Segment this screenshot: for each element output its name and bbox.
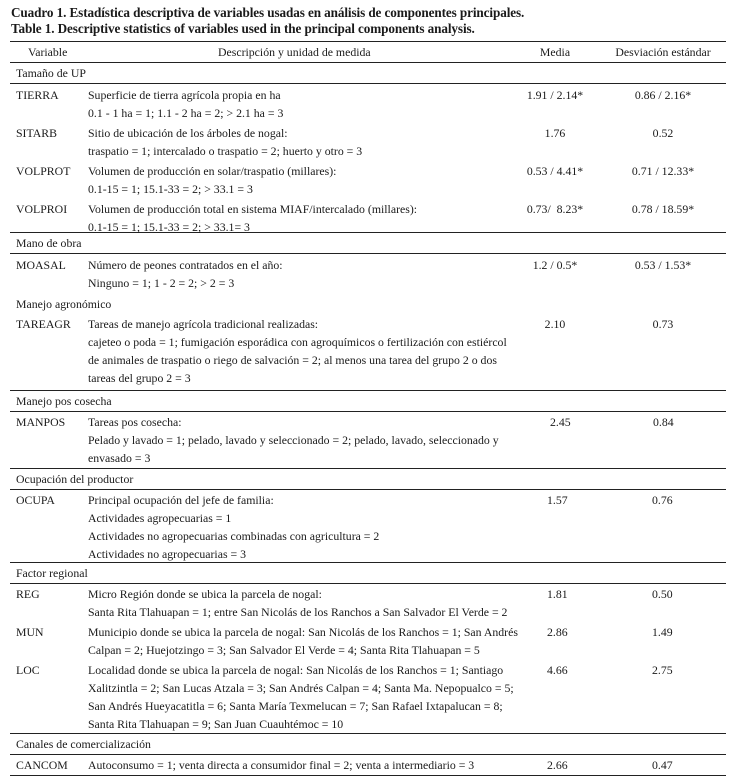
section-header <box>10 469 726 489</box>
variable-description <box>88 756 528 774</box>
table-row <box>10 661 726 733</box>
section-title: Manejo pos cosecha <box>16 394 112 408</box>
description-line: 0.1-15 = 1; 15.1-33 = 2; > 33.1= 3 <box>88 220 250 234</box>
table-row <box>10 315 726 390</box>
caption-english: Table 1. Descriptive statistics of variables used in the principal components analysis. <box>11 21 475 36</box>
variable-description <box>88 413 528 467</box>
description-line: Sitio de ubicación de los árboles de nogal: <box>88 126 288 140</box>
description-line: Municipio donde se ubica la parcela de nogal: San Nicolás de los Ranchos = 1; San Andrés <box>88 625 518 639</box>
description-line: 0.1-15 = 1; 15.1-33 = 2; > 33.1 = 3 <box>88 182 253 196</box>
description-line: Principal ocupación del jefe de familia: <box>88 493 274 507</box>
section-header <box>10 563 726 583</box>
rule <box>10 489 726 490</box>
section-header <box>10 294 726 313</box>
table-row <box>10 623 726 661</box>
table-row <box>10 585 726 623</box>
desviacion-value: 0.76 <box>652 493 673 507</box>
description-line: Tareas pos cosecha: <box>88 415 182 429</box>
media-value: 0.53 / 4.41* <box>526 164 584 178</box>
section-header <box>10 63 726 83</box>
table-row <box>10 413 726 468</box>
header-desviacion: Desviación estándar <box>615 45 711 59</box>
description-line: Actividades agropecuarias = 1 <box>88 511 232 525</box>
header-row <box>10 42 726 62</box>
variable-code: MUN <box>16 625 44 639</box>
media-value: 2.45 <box>550 415 571 429</box>
desviacion-value: 0.52 <box>652 126 674 140</box>
description-line: Volumen de producción en solar/traspatio (millares): <box>88 164 337 178</box>
table-row <box>10 256 726 294</box>
section-title: Tamaño de UP <box>16 66 86 80</box>
desviacion-value: 0.50 <box>652 587 673 601</box>
table-row <box>10 756 726 775</box>
variable-code: TAREAGR <box>16 317 71 331</box>
media-value: 2.86 <box>547 625 568 639</box>
media-value: 2.10 <box>544 317 566 331</box>
table-caption <box>11 5 524 37</box>
description-line: Xalitzintla = 2; San Lucas Atzala = 3; San Andrés Calpan = 4; Santa Ma. Nepopualco = 5; <box>88 681 514 695</box>
description-line: de animales de traspatio o riego de salvación = 2; al menos una tarea del grupo 2 o dos <box>88 353 497 367</box>
desviacion-value: 0.86 / 2.16* <box>634 88 692 102</box>
desviacion-value: 0.73 <box>652 317 674 331</box>
header-variable: Variable <box>28 45 68 59</box>
description-line: Santa Rita Tlahuapan = 9; San Juan Cuauhtémoc = 10 <box>88 717 344 731</box>
description-line: Calpan = 2; Huejotzingo = 3; San Salvador El Verde = 4; Santa Rita Tlahuapan = 5 <box>88 643 480 657</box>
media-value: 0.73/ 8.23* <box>526 202 584 216</box>
description-line: Pelado y lavado = 1; pelado, lavado y seleccionado = 2; pelado, lavado, seleccionado y <box>88 433 499 447</box>
variable-description <box>88 86 528 122</box>
variable-code: SITARB <box>16 126 58 140</box>
media-value: 4.66 <box>547 663 568 677</box>
variable-code: VOLPROI <box>16 202 68 216</box>
variable-code: OCUPA <box>16 493 55 507</box>
header-media: Media <box>539 45 571 59</box>
desviacion-value: 0.47 <box>652 758 673 772</box>
media-value: 2.66 <box>547 758 568 772</box>
description-line: Volumen de producción total en sistema MIAF/intercalado (millares): <box>88 202 418 216</box>
table-row <box>10 162 726 200</box>
media-value: 1.76 <box>544 126 566 140</box>
variable-code: LOC <box>16 663 40 677</box>
rule <box>10 83 726 84</box>
section-title: Canales de comercialización <box>16 737 151 751</box>
desviacion-value: 0.71 / 12.33* <box>631 164 695 178</box>
rule <box>10 754 726 755</box>
description-line: Ninguno = 1; 1 - 2 = 2; > 2 = 3 <box>88 276 235 290</box>
media-value: 1.91 / 2.14* <box>526 88 584 102</box>
description-line: Micro Región donde se ubica la parcela de nogal: <box>88 587 322 601</box>
table-row <box>10 200 726 232</box>
section-header <box>10 391 726 411</box>
table-row <box>10 491 726 562</box>
descriptive-statistics-table <box>10 41 726 776</box>
variable-description <box>88 200 528 236</box>
description-line: Localidad donde se ubica la parcela de nogal: San Nicolás de los Ranchos = 1; Santiago <box>88 663 504 677</box>
description-line: envasado = 3 <box>88 451 151 465</box>
media-value: 1.57 <box>547 493 568 507</box>
description-line: Tareas de manejo agrícola tradicional realizadas: <box>88 317 319 331</box>
desviacion-value: 0.53 / 1.53* <box>634 258 692 272</box>
variable-code: REG <box>16 587 40 601</box>
desviacion-value: 1.49 <box>652 625 673 639</box>
caption-spanish: Cuadro 1. Estadística descriptiva de variables usadas en análisis de componentes principales. <box>11 5 525 20</box>
rule <box>10 583 726 584</box>
variable-description <box>88 623 528 659</box>
description-line: 0.1 - 1 ha = 1; 1.1 - 2 ha = 2; > 2.1 ha = 3 <box>88 106 284 120</box>
description-line: Actividades no agropecuarias = 3 <box>88 547 246 561</box>
section-header <box>10 734 726 754</box>
variable-description <box>88 124 528 160</box>
desviacion-value: 0.78 / 18.59* <box>631 202 695 216</box>
section-header <box>10 233 726 253</box>
section-title: Factor regional <box>16 566 88 580</box>
description-line: San Andrés Hueyacatitla = 6; Santa María Texmelucan = 7; San Rafael Ixtapalucan = 8; <box>88 699 503 713</box>
description-line: traspatio = 1; intercalado o traspatio = 2; huerto y otro = 3 <box>88 144 363 158</box>
section-title: Mano de obra <box>16 236 82 250</box>
header-descripcion: Descripción y unidad de medida <box>218 45 371 59</box>
description-line: Superficie de tierra agrícola propia en ha <box>88 88 281 102</box>
description-line: tareas del grupo 2 = 3 <box>88 371 191 385</box>
description-line: cajeteo o poda = 1; fumigación esporádica con agroquímicos o fertilización con estiércol <box>88 335 507 349</box>
table-row <box>10 124 726 162</box>
description-line: Autoconsumo = 1; venta directa a consumidor final = 2; venta a intermediario = 3 <box>88 758 475 772</box>
variable-code: TIERRA <box>16 88 59 102</box>
description-line: Número de peones contratados en el año: <box>88 258 283 272</box>
variable-description <box>88 585 528 621</box>
variable-code: MOASAL <box>16 258 66 272</box>
description-line: Santa Rita Tlahuapan = 1; entre San Nicolás de los Ranchos a San Salvador El Verde = 2 <box>88 605 508 619</box>
variable-description <box>88 256 528 292</box>
variable-description <box>88 315 528 387</box>
section-title: Manejo agronómico <box>16 297 112 311</box>
description-line: Actividades no agropecuarias combinadas con agricultura = 2 <box>88 529 380 543</box>
rule <box>10 253 726 254</box>
variable-code: MANPOS <box>16 415 66 429</box>
desviacion-value: 2.75 <box>652 663 673 677</box>
variable-code: CANCOM <box>16 758 68 772</box>
variable-description <box>88 491 528 563</box>
table-row <box>10 86 726 124</box>
variable-code: VOLPROT <box>16 164 71 178</box>
rule <box>10 411 726 412</box>
media-value: 1.81 <box>547 587 568 601</box>
variable-description <box>88 661 528 733</box>
variable-description <box>88 162 528 198</box>
section-title: Ocupación del productor <box>16 472 134 486</box>
media-value: 1.2 / 0.5* <box>532 258 578 272</box>
desviacion-value: 0.84 <box>653 415 674 429</box>
